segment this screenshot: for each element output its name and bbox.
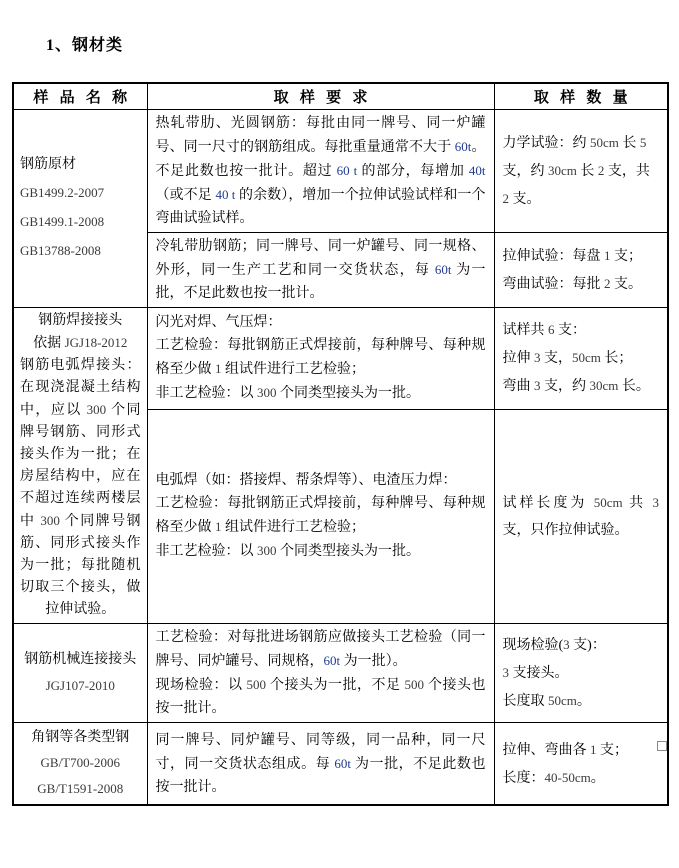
paragraph: 3 支接头。 (502, 665, 569, 681)
table-row (13, 624, 668, 723)
table-row (13, 308, 668, 410)
cell-site-inspection-quantity (494, 624, 668, 723)
paragraph: 现场检验：以 500 个接头为一批，不足 500 个接头也按一批计。 (155, 677, 486, 716)
paragraph: 长度取 50cm。 (502, 693, 591, 709)
header-row (13, 83, 668, 110)
cell-hot-rolled-requirement (147, 110, 494, 233)
col-header-sampling-requirement: 取 样 要 求 (147, 83, 494, 110)
table-row (13, 723, 668, 806)
latin-text: 50cm (572, 350, 601, 366)
tonnage-value: 60t (454, 139, 472, 154)
paragraph: 拉伸、弯曲各 1 支； (502, 741, 628, 758)
latin-text: GB/T700-2006 (40, 755, 120, 770)
paragraph: 闪光对焊、气压焊： (155, 315, 282, 331)
latin-text: 1 (215, 361, 222, 377)
paragraph: 电弧焊（如：搭接焊、帮条焊等）、电渣压力焊： (155, 473, 457, 489)
latin-text: 50cm (590, 135, 619, 150)
cell-tensile-bend-quantity (494, 233, 668, 308)
paragraph: 热轧带肋、光圆钢筋：每批由同一牌号、同一炉罐号、同一尺寸的钢筋组成。每批重量通常不大于 60t。不足此数也按一批计。超过 60 t 的部分，每增加 40t（或不足 40 t 的余数），增加一个拉伸试验试样和一个弯曲试验试样。 (155, 116, 486, 226)
table-anchor-mark (657, 741, 667, 751)
cell-angle-steel-quantity (494, 723, 668, 806)
latin-text: 3 (534, 378, 541, 394)
tonnage-value: 40 t (215, 187, 236, 202)
paragraph: 工艺检验：每批钢筋正式焊接前，每种牌号、每种规格至少做 1 组试件进行工艺检验； (155, 496, 486, 536)
paragraph: 试样共 6 支： (502, 322, 586, 339)
paragraph: 钢筋原材 (20, 157, 76, 172)
paragraph: 同一牌号、同炉罐号、同等级，同一品种，同一尺寸，同一交货状态组成。每 60t 为一批，不足此数也按一批计。 (155, 732, 486, 795)
paragraph: 非工艺检验：以 300 个同类型接头为一批。 (155, 543, 420, 560)
steel-sampling-table (12, 82, 669, 806)
latin-text: 30cm (548, 163, 577, 178)
paragraph (20, 208, 141, 237)
latin-text: GB13788-2008 (20, 243, 101, 258)
paragraph: 现场检验(3 支)： (502, 637, 606, 653)
latin-text: 2 (502, 191, 509, 206)
paragraph: 弯曲 3 支，约 30cm 长。 (502, 378, 650, 395)
paragraph (20, 776, 141, 802)
latin-text: 30cm (589, 378, 619, 394)
latin-text: 3 (563, 637, 570, 652)
latin-text: 300 (40, 513, 60, 528)
cell-mechanical-splice-name (13, 624, 147, 723)
cell-angle-steel-requirement (147, 723, 494, 806)
paragraph: 非工艺检验：以 300 个同类型接头为一批。 (155, 385, 420, 402)
latin-text: GB1499.2-2007 (20, 185, 105, 200)
paragraph (20, 179, 141, 208)
paragraph: 工艺检验：每批钢筋正式焊接前，每种牌号、每种规格至少做 1 组试件进行工艺检验； (155, 338, 486, 378)
latin-text: 3 (502, 665, 509, 680)
paragraph: 钢筋电弧焊接头：在现浇混凝土结构中，应以 300 个同牌号钢筋、同形式接头作为一批；在房屋结构中，应在不超过连续两楼层中 300 个同牌号钢筋、同形式接头作为一批；每批随机切取三个接头，做拉伸试验。 (20, 358, 141, 617)
col-header-sample-name: 样 品 名 称 (13, 83, 147, 110)
tonnage-value: 60t (323, 653, 341, 668)
latin-text: 500 (246, 677, 266, 692)
latin-text: 50cm (548, 693, 577, 708)
section-title: 1、钢材类 (46, 37, 124, 54)
cell-arc-weld-requirement (147, 409, 494, 623)
col-header-sampling-quantity: 取 样 数 量 (494, 83, 668, 110)
latin-text: 300 (86, 402, 107, 417)
latin-text: 1 (215, 519, 222, 535)
latin-text: 50cm (593, 494, 623, 510)
cell-welded-joint-name (13, 308, 147, 624)
latin-text: JGJ107-2010 (45, 677, 115, 693)
paragraph: 拉伸 3 支，50cm 长； (502, 350, 633, 367)
cell-angle-steel-name (13, 723, 147, 806)
latin-text: 3 (534, 350, 541, 366)
paragraph: 试样长度为 50cm 共 3 支，只作拉伸试验。 (502, 494, 660, 538)
cell-rebar-raw-material-name (13, 110, 147, 308)
latin-text: GB/T1591-2008 (37, 781, 124, 796)
latin-text: 2 (597, 163, 605, 178)
cell-splice-inspection-requirement (147, 624, 494, 723)
tonnage-value: 60t (434, 262, 452, 277)
latin-text: 500 (404, 677, 424, 692)
cell-flash-weld-requirement (147, 308, 494, 410)
latin-text: 3 (652, 494, 660, 510)
cell-three-specimen-quantity (494, 409, 668, 623)
latin-text: 6 (548, 322, 555, 338)
latin-text: 300 (257, 543, 277, 559)
paragraph: 角钢等各类型钢 (31, 730, 130, 745)
paragraph: 长度：40-50cm。 (502, 769, 605, 786)
tonnage-value: 60t (334, 755, 351, 771)
paragraph: 钢筋焊接接头 (38, 313, 123, 328)
latin-text: 5 (639, 135, 647, 150)
tonnage-value: 40t (468, 163, 486, 178)
paragraph: 弯曲试验：每批 2 支。 (502, 276, 642, 292)
paragraph (20, 673, 141, 700)
paragraph (20, 750, 141, 776)
paragraph: 拉伸试验：每盘 1 支； (502, 248, 642, 264)
paragraph: 力学试验：约 50cm 长 5 支，约 30cm 长 2 支，共 2 支。 (502, 135, 650, 207)
latin-text: 300 (257, 385, 277, 401)
paragraph: 工艺检验：对每批进场钢筋应做接头工艺检验（同一牌号、同炉罐号、同规格，60t 为一批）。 (155, 630, 486, 669)
latin-text: 1 (590, 741, 597, 757)
latin-text: 2 (604, 276, 611, 291)
paragraph: 钢筋机械连接接头 (24, 651, 137, 667)
cell-cold-rolled-requirement (147, 233, 494, 308)
latin-text: JGJ18-2012 (64, 335, 128, 350)
paragraph: 依据 JGJ18-2012 (33, 335, 128, 351)
latin-text: GB1499.1-2008 (20, 214, 105, 229)
latin-text: 1 (604, 248, 611, 263)
paragraph: 冷轧带肋钢筋；同一牌号、同一炉罐号、同一规格、外形，同一生产工艺和同一交货状态，每 60t 为一批，不足此数也按一批计。 (155, 239, 486, 301)
table-row (13, 110, 668, 233)
latin-text: 40-50cm (544, 769, 591, 785)
tonnage-value: 60 t (336, 163, 358, 178)
cell-mechanical-test-quantity (494, 110, 668, 233)
paragraph (20, 237, 141, 266)
cell-six-specimen-quantity (494, 308, 668, 410)
